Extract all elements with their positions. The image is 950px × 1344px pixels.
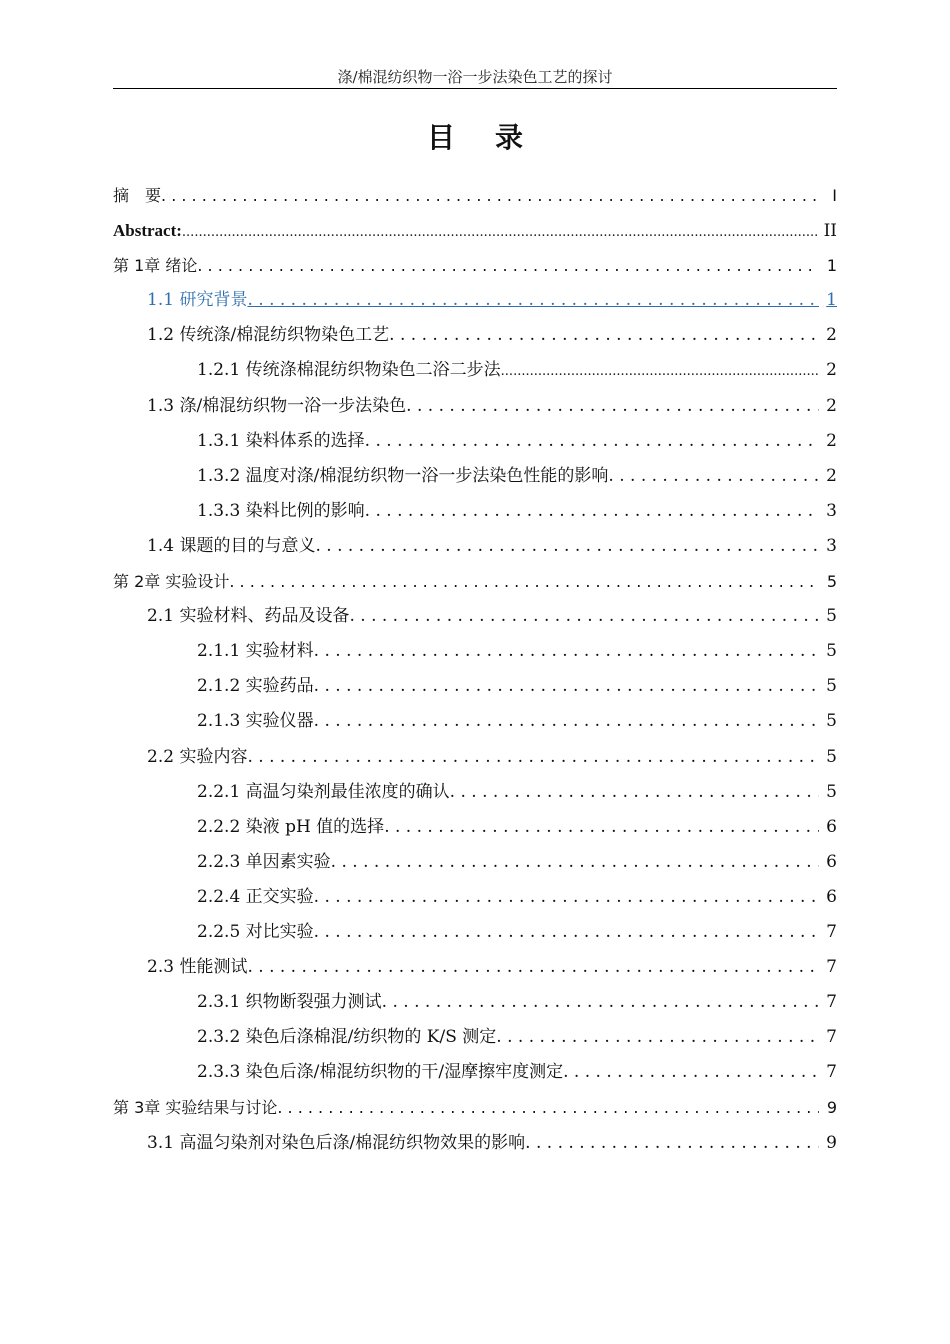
toc-page-number: 5 bbox=[826, 641, 837, 662]
toc-page-number: 1 bbox=[826, 290, 837, 311]
toc-dot-leader bbox=[349, 599, 819, 634]
toc-dot-leader bbox=[314, 915, 819, 950]
toc-page-number: I bbox=[832, 186, 837, 205]
toc-dot-leader bbox=[608, 459, 819, 494]
toc-entry-label: 2.3.1 织物断裂强力测试 bbox=[197, 992, 382, 1013]
toc-dot-leader bbox=[365, 424, 819, 459]
toc-dot-leader bbox=[247, 283, 819, 318]
toc-page-number: 5 bbox=[826, 572, 837, 592]
toc-entry-label: 2.2.2 染液 pH 值的选择 bbox=[197, 816, 385, 837]
toc-entry-label: 2.2 实验内容 bbox=[147, 746, 248, 767]
toc-page-number: 3 bbox=[826, 535, 837, 556]
toc-dot-leader bbox=[161, 178, 819, 213]
toc-entry[interactable] bbox=[113, 1126, 837, 1161]
toc-entry-label: 2.1.1 实验材料 bbox=[197, 641, 314, 662]
toc-dot-leader bbox=[389, 318, 819, 353]
toc-entry[interactable] bbox=[113, 459, 837, 494]
toc-dot-leader bbox=[406, 389, 819, 424]
toc-page-number: 7 bbox=[826, 921, 837, 942]
toc-entry-label: 1.3 涤/棉混纺织物一浴一步法染色 bbox=[147, 395, 407, 416]
toc-entry[interactable] bbox=[113, 494, 837, 529]
toc-entry[interactable] bbox=[113, 283, 837, 318]
toc-dot-leader bbox=[247, 950, 819, 985]
toc-dot-leader bbox=[563, 1055, 819, 1090]
toc-entry[interactable] bbox=[113, 915, 837, 950]
toc-entry[interactable] bbox=[113, 845, 837, 880]
toc-dot-leader bbox=[229, 564, 819, 599]
toc-entry-label: 1.1 研究背景 bbox=[147, 290, 248, 311]
toc-page-number: 6 bbox=[826, 851, 837, 872]
toc-entry[interactable] bbox=[113, 950, 837, 985]
toc-page-number: 5 bbox=[826, 606, 837, 627]
toc-entry[interactable] bbox=[113, 178, 837, 213]
toc-entry-label: 2.3 性能测试 bbox=[147, 957, 248, 978]
toc-entry-label: 摘 要 bbox=[113, 186, 162, 205]
toc-entry[interactable] bbox=[113, 1055, 837, 1090]
table-of-contents bbox=[113, 178, 837, 1161]
toc-dot-leader bbox=[182, 214, 818, 250]
toc-page-number: 9 bbox=[826, 1132, 837, 1153]
toc-entry-label: 2.3.3 染色后涤/棉混纺织物的干/湿摩擦牢度测定 bbox=[197, 1062, 564, 1083]
toc-page-number: 7 bbox=[826, 992, 837, 1013]
toc-entry[interactable] bbox=[113, 564, 837, 599]
toc-entry-label: 2.2.5 对比实验 bbox=[197, 921, 314, 942]
toc-entry[interactable] bbox=[113, 704, 837, 739]
toc-page-number: 5 bbox=[826, 676, 837, 697]
toc-page-number: 3 bbox=[826, 500, 837, 521]
toc-dot-leader bbox=[382, 985, 819, 1020]
toc-entry-label: 2.1.3 实验仪器 bbox=[197, 711, 314, 732]
toc-entry[interactable] bbox=[113, 529, 837, 564]
toc-entry-label: 第 2章 实验设计 bbox=[113, 572, 230, 592]
toc-entry[interactable] bbox=[113, 1020, 837, 1055]
toc-page-number: 5 bbox=[826, 746, 837, 767]
toc-dot-leader bbox=[450, 775, 819, 810]
toc-entry[interactable] bbox=[113, 213, 837, 248]
toc-entry-label: 1.4 课题的目的与意义 bbox=[147, 535, 316, 556]
toc-entry[interactable] bbox=[113, 880, 837, 915]
toc-entry-label: 2.2.4 正交实验 bbox=[197, 886, 314, 907]
toc-entry[interactable] bbox=[113, 1090, 837, 1125]
toc-page-number: 6 bbox=[826, 886, 837, 907]
toc-page-number: 2 bbox=[826, 430, 837, 451]
toc-page-number: 2 bbox=[826, 465, 837, 486]
toc-entry-label: 2.2.3 单因素实验 bbox=[197, 851, 331, 872]
toc-dot-leader bbox=[315, 529, 819, 564]
toc-entry-label: 1.2.1 传统涤棉混纺织物染色二浴二步法 bbox=[197, 360, 501, 381]
toc-dot-leader bbox=[314, 704, 819, 739]
toc-entry[interactable] bbox=[113, 248, 837, 283]
toc-page-number: 1 bbox=[826, 256, 837, 276]
toc-dot-leader bbox=[501, 353, 819, 389]
toc-entry-label: 第 1章 绪论 bbox=[113, 256, 198, 276]
toc-page-number: 7 bbox=[826, 957, 837, 978]
toc-entry-label: 1.3.3 染料比例的影响 bbox=[197, 500, 365, 521]
toc-entry-label: 2.1.2 实验药品 bbox=[197, 676, 314, 697]
toc-entry-label: 1.2 传统涤/棉混纺织物染色工艺 bbox=[147, 325, 390, 346]
toc-page-number: 7 bbox=[826, 1062, 837, 1083]
toc-dot-leader bbox=[496, 1020, 819, 1055]
toc-entry[interactable] bbox=[113, 599, 837, 634]
toc-entry[interactable] bbox=[113, 424, 837, 459]
toc-entry[interactable] bbox=[113, 318, 837, 353]
toc-page-number: 6 bbox=[826, 816, 837, 837]
toc-entry[interactable] bbox=[113, 985, 837, 1020]
toc-entry[interactable] bbox=[113, 634, 837, 669]
toc-dot-leader bbox=[314, 634, 819, 669]
toc-dot-leader bbox=[525, 1126, 819, 1161]
toc-entry-label: 1.3.1 染料体系的选择 bbox=[197, 430, 365, 451]
toc-entry-label: 3.1 高温匀染剂对染色后涤/棉混纺织物效果的影响 bbox=[147, 1132, 526, 1153]
running-header: 涤/棉混纺织物一浴一步法染色工艺的探讨 bbox=[113, 66, 837, 89]
toc-entry-label: 2.1 实验材料、药品及设备 bbox=[147, 606, 350, 627]
toc-entry[interactable] bbox=[113, 775, 837, 810]
toc-entry-label: Abstract: bbox=[113, 221, 182, 241]
toc-page-number: 5 bbox=[826, 711, 837, 732]
toc-entry[interactable] bbox=[113, 389, 837, 424]
toc-dot-leader bbox=[365, 494, 819, 529]
toc-title: 目录 bbox=[426, 121, 563, 154]
toc-page-number: 2 bbox=[826, 360, 837, 381]
toc-entry-label: 第 3章 实验结果与讨论 bbox=[113, 1098, 278, 1118]
toc-entry-label: 2.2.1 高温匀染剂最佳浓度的确认 bbox=[197, 781, 450, 802]
toc-page-number: II bbox=[823, 221, 837, 242]
toc-page-number: 7 bbox=[826, 1027, 837, 1048]
toc-page-number: 2 bbox=[826, 395, 837, 416]
toc-entry[interactable] bbox=[113, 740, 837, 775]
toc-dot-leader bbox=[384, 810, 819, 845]
toc-dot-leader bbox=[247, 740, 819, 775]
toc-entry[interactable] bbox=[113, 669, 837, 704]
toc-dot-leader bbox=[331, 845, 819, 880]
toc-page-number: 9 bbox=[826, 1098, 837, 1118]
toc-entry-label: 1.3.2 温度对涤/棉混纺织物一浴一步法染色性能的影响 bbox=[197, 465, 609, 486]
toc-dot-leader bbox=[314, 880, 819, 915]
toc-dot-leader bbox=[277, 1090, 819, 1125]
toc-entry[interactable] bbox=[113, 810, 837, 845]
toc-dot-leader bbox=[197, 248, 819, 283]
toc-entry[interactable] bbox=[113, 353, 837, 388]
toc-page-number: 5 bbox=[826, 781, 837, 802]
toc-dot-leader bbox=[314, 669, 819, 704]
toc-entry-label: 2.3.2 染色后涤棉混/纺织物的 K/S 测定 bbox=[197, 1027, 497, 1048]
toc-page-number: 2 bbox=[826, 325, 837, 346]
